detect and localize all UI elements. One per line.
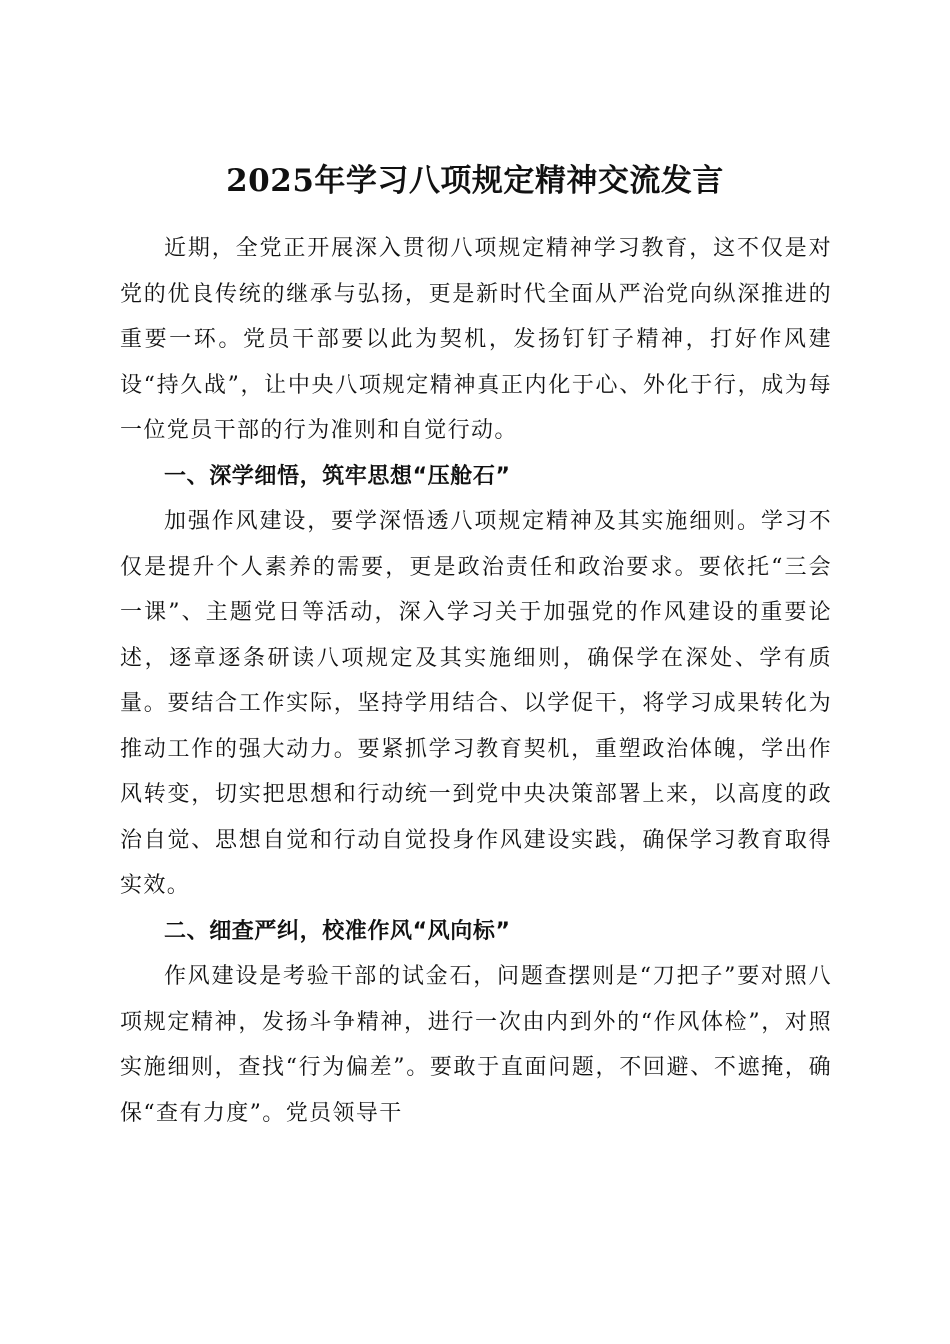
section-heading-1: 一、深学细悟，筑牢思想“压舱石” <box>164 463 511 489</box>
section-2-paragraph: 作风建设是考验干部的试金石，问题查摆则是“刀把子”要对照八项规定精神，发扬斗争精神，进行一次由内到外的“作风体检”，对照实施细则，查找“行为偏差”。要敢于直面问题，不回避、不遮掩，确保“查有力度”。党员领导干 <box>120 964 832 1126</box>
intro-paragraph: 近期，全党正开展深入贯彻八项规定精神学习教育，这不仅是对党的优良传统的继承与弘扬，更是新时代全面从严治党向纵深推进的重要一环。党员干部要以此为契机，发扬钉钉子精神，打好作风建设“持久战”，让中央八项规定精神真正内化于心、外化于行，成为每一位党员干部的行为准则和自觉行动。 <box>120 236 832 443</box>
section-1-paragraph: 加强作风建设，要学深悟透八项规定精神及其实施细则。学习不仅是提升个人素养的需要，更是政治责任和政治要求。要依托“三会一课”、主题党日等活动，深入学习关于加强党的作风建设的重要论述，逐章逐条研读八项规定及其实施细则，确保学在深处、学有质量。要结合工作实际，坚持学用结合、以学促干，将学习成果转化为推动工作的强大动力。要紧抓学习教育契机，重塑政治体魄，学出作风转变，切实把思想和行动统一到党中央决策部署上来，以高度的政治自觉、思想自觉和行动自觉投身作风建设实践，确保学习教育取得实效。 <box>120 509 832 898</box>
document-body <box>120 226 832 1136</box>
document-title: 2025年学习八项规定精神交流发言 <box>226 162 724 199</box>
section-heading-2: 二、细查严纠，校准作风“风向标” <box>164 918 511 944</box>
